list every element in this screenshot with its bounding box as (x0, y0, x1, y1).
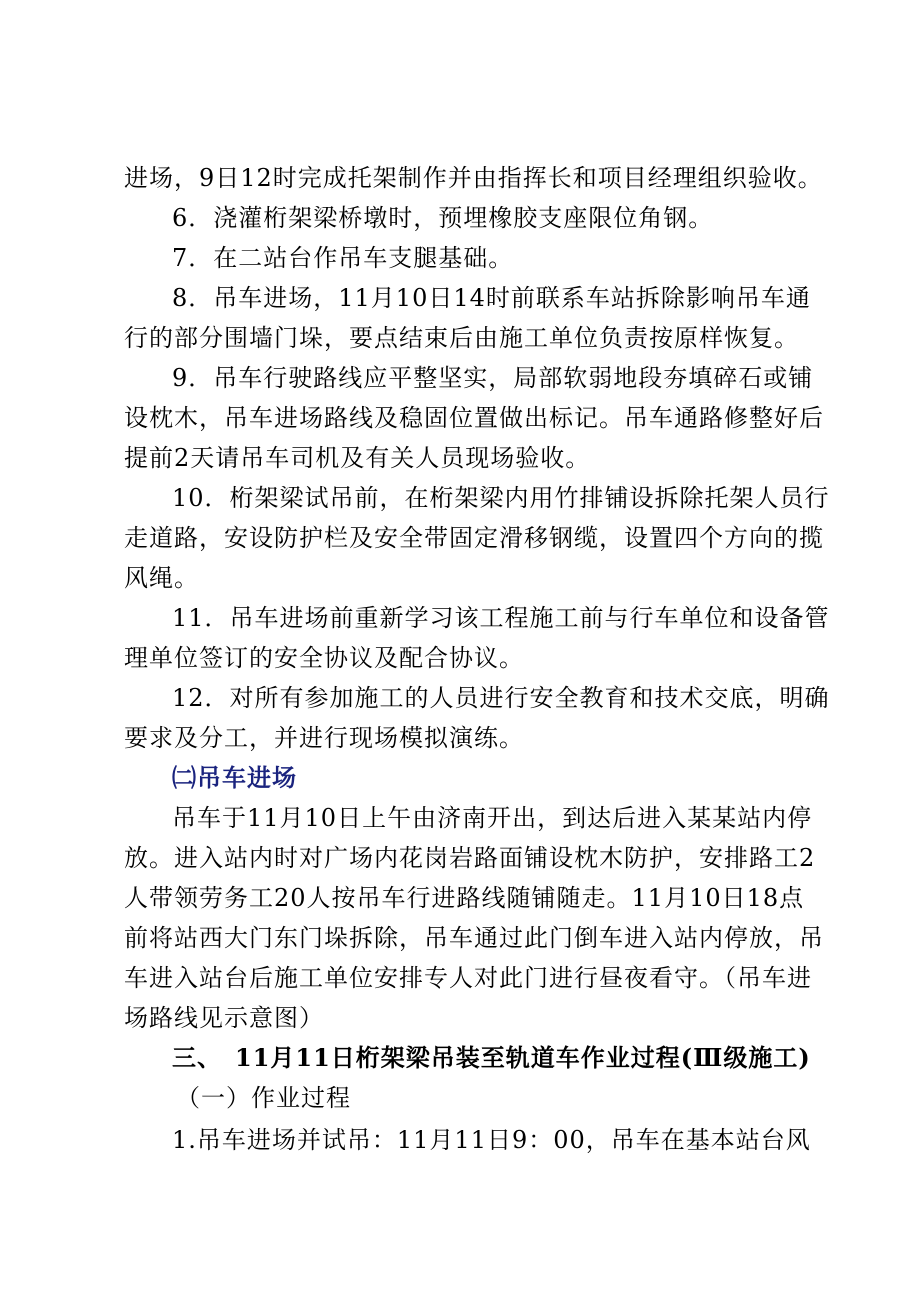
paragraph-line: 吊车于11月10日上午由济南开出，到达后进入某某站内停 (172, 804, 813, 832)
list-item-10: 10．桁架梁试吊前，在桁架梁内用竹排铺设拆除托架人员行 (172, 484, 830, 512)
paragraph-line: 前将站西大门东门垛拆除，吊车通过此门倒车进入站内停放，吊 (124, 924, 824, 952)
subsection-heading: （一）作业过程 (176, 1084, 351, 1112)
paragraph-line: 走道路，安设防护栏及安全带固定滑移钢缆，设置四个方向的揽 (124, 524, 824, 552)
paragraph-line: 1.吊车进场并试吊：11月11日9：00，吊车在基本站台风 (172, 1126, 811, 1154)
paragraph-line: 行的部分围墙门垛，要点结束后由施工单位负责按原样恢复。 (124, 324, 799, 352)
paragraph-line: 进场，9日12时完成托架制作并由指挥长和项目经理组织验收。 (124, 164, 823, 192)
section-heading-crane-entry: ㈡吊车进场 (172, 763, 297, 792)
paragraph-line: 要求及分工，并进行现场模拟演练。 (124, 724, 524, 752)
paragraph-line: 风绳。 (124, 564, 199, 592)
chapter-heading-three: 三、 11月11日桁架梁吊装至轨道车作业过程(Ⅲ级施工) (172, 1043, 811, 1072)
list-item-12: 12．对所有参加施工的人员进行安全教育和技术交底，明确 (172, 684, 830, 712)
paragraph-line: 车进入站台后施工单位安排专人对此门进行昼夜看守。（吊车进 (124, 964, 812, 992)
list-item-9: 9．吊车行驶路线应平整坚实，局部软弱地段夯填碎石或铺 (172, 364, 814, 392)
list-item-11: 11．吊车进场前重新学习该工程施工前与行车单位和设备管 (172, 604, 830, 632)
paragraph-line: 提前2天请吊车司机及有关人员现场验收。 (124, 444, 591, 472)
list-item-7: 7．在二站台作吊车支腿基础。 (172, 244, 514, 272)
paragraph-line: 人带领劳务工20人按吊车行进路线随铺随走。11月10日18点 (124, 884, 805, 912)
paragraph-line: 设枕木，吊车进场路线及稳固位置做出标记。吊车通路修整好后 (124, 404, 824, 432)
paragraph-line: 放。进入站内时对广场内花岗岩路面铺设枕木防护，安排路工2 (124, 844, 816, 872)
paragraph-line: 理单位签订的安全协议及配合协议。 (124, 644, 524, 672)
list-item-8: 8．吊车进场，11月10日14时前联系车站拆除影响吊车通 (172, 284, 811, 312)
paragraph-line: 场路线见示意图） (124, 1004, 324, 1032)
list-item-6: 6．浇灌桁架梁桥墩时，预埋橡胶支座限位角钢。 (172, 204, 714, 232)
